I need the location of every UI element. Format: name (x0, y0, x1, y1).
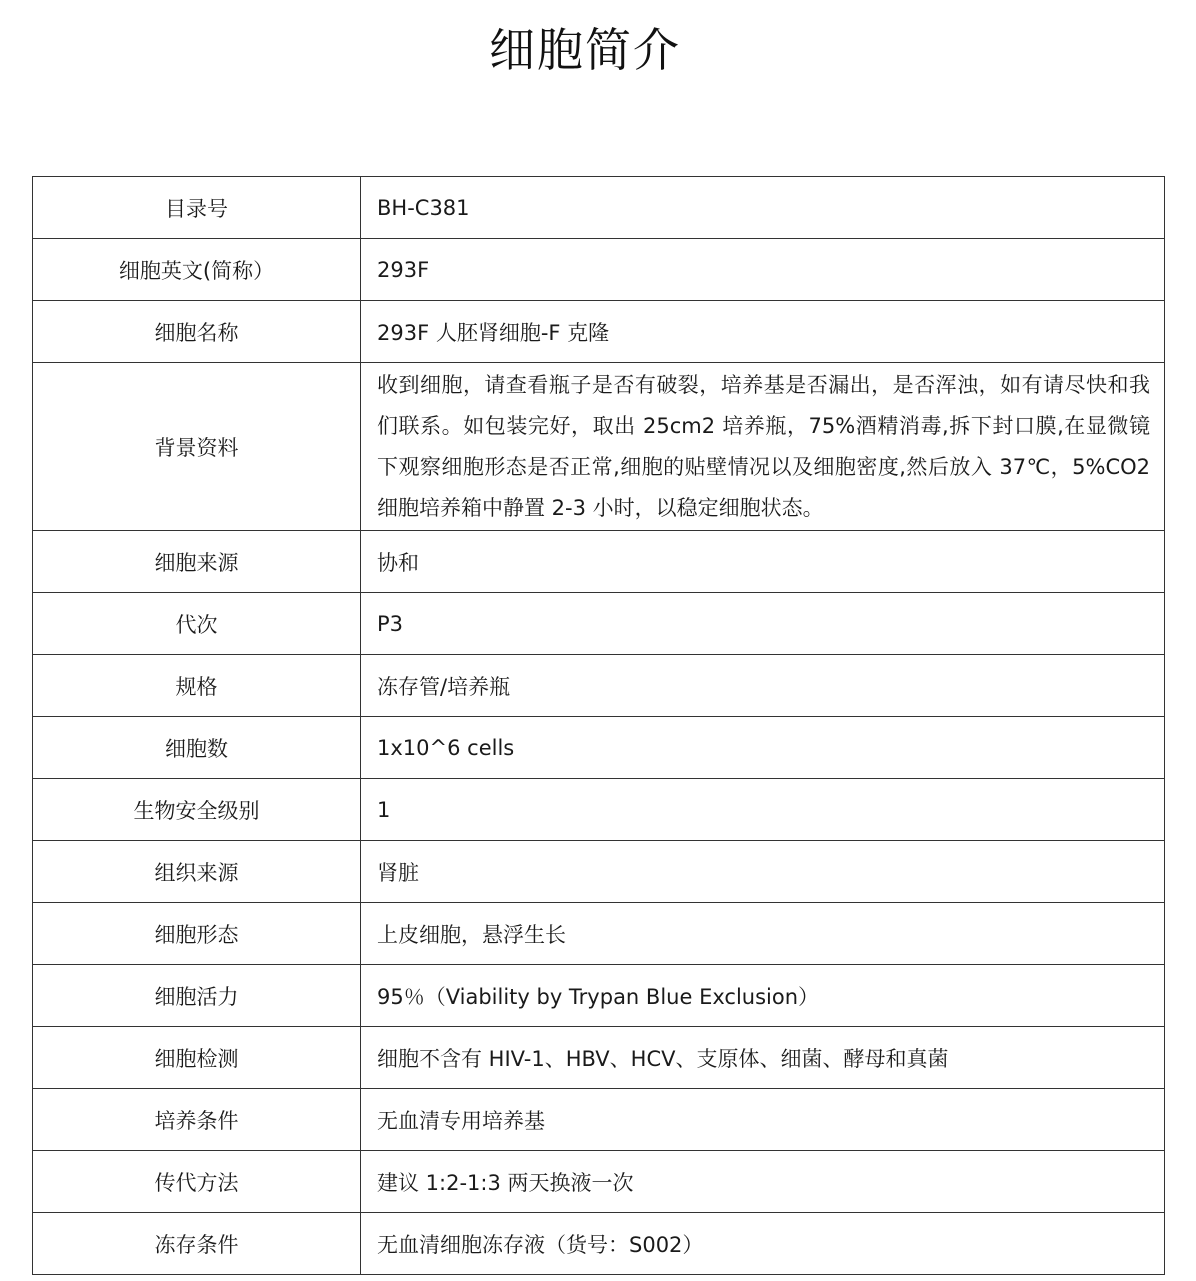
cell-info-table (32, 176, 1165, 1275)
table-row-passage-method (33, 1151, 1165, 1213)
table-row-english-name (33, 239, 1165, 301)
row-value: 收到细胞，请查看瓶子是否有破裂，培养基是否漏出，是否浑浊，如有请尽快和我们联系。如包装完好，取出 25cm2 培养瓶，75%酒精消毒,拆下封口膜,在显微镜下观察细胞形态是否正常,细胞的贴壁情况以及细胞密度,然后放入 37℃，5%CO2 细胞培养箱中静置 2-3 小时，以稳定细胞状态。 (361, 363, 1165, 531)
row-label: 细胞形态 (33, 903, 361, 965)
row-value: 上皮细胞，悬浮生长 (361, 903, 1165, 965)
row-label: 组织来源 (33, 841, 361, 903)
table-row-culture-conditions (33, 1089, 1165, 1151)
row-label: 冻存条件 (33, 1213, 361, 1275)
row-value: 95％（Viability by Trypan Blue Exclusion） (361, 965, 1165, 1027)
row-label: 生物安全级别 (33, 779, 361, 841)
row-label: 细胞名称 (33, 301, 361, 363)
row-label: 代次 (33, 593, 361, 655)
row-value: 协和 (361, 531, 1165, 593)
row-value: BH-C381 (361, 177, 1165, 239)
row-label: 规格 (33, 655, 361, 717)
row-label: 细胞英文(简称） (33, 239, 361, 301)
row-value: 冻存管/培养瓶 (361, 655, 1165, 717)
table-row-cryo-conditions (33, 1213, 1165, 1275)
table-row-testing (33, 1027, 1165, 1089)
table-row-morphology (33, 903, 1165, 965)
row-label: 传代方法 (33, 1151, 361, 1213)
page-title: 细胞简介 (489, 23, 681, 77)
row-value: P3 (361, 593, 1165, 655)
row-value: 1x10^6 cells (361, 717, 1165, 779)
table-row-biosafety-level (33, 779, 1165, 841)
row-value: 1 (361, 779, 1165, 841)
row-value: 无血清细胞冻存液（货号：S002） (361, 1213, 1165, 1275)
table-row-cell-name (33, 301, 1165, 363)
row-label: 细胞数 (33, 717, 361, 779)
row-label: 细胞检测 (33, 1027, 361, 1089)
row-value: 肾脏 (361, 841, 1165, 903)
table-row-catalog-number (33, 177, 1165, 239)
table-row-background (33, 363, 1165, 531)
table-row-cell-source (33, 531, 1165, 593)
table-row-spec (33, 655, 1165, 717)
row-label: 目录号 (33, 177, 361, 239)
row-label: 细胞来源 (33, 531, 361, 593)
table-row-tissue-source (33, 841, 1165, 903)
row-value: 293F (361, 239, 1165, 301)
table-row-passage (33, 593, 1165, 655)
table-row-viability (33, 965, 1165, 1027)
row-value: 无血清专用培养基 (361, 1089, 1165, 1151)
table-row-cell-count (33, 717, 1165, 779)
row-label: 培养条件 (33, 1089, 361, 1151)
row-value: 建议 1:2-1:3 两天换液一次 (361, 1151, 1165, 1213)
row-label: 细胞活力 (33, 965, 361, 1027)
row-value: 细胞不含有 HIV-1、HBV、HCV、支原体、细菌、酵母和真菌 (361, 1027, 1165, 1089)
row-label: 背景资料 (33, 363, 361, 531)
row-value: 293F 人胚肾细胞-F 克隆 (361, 301, 1165, 363)
